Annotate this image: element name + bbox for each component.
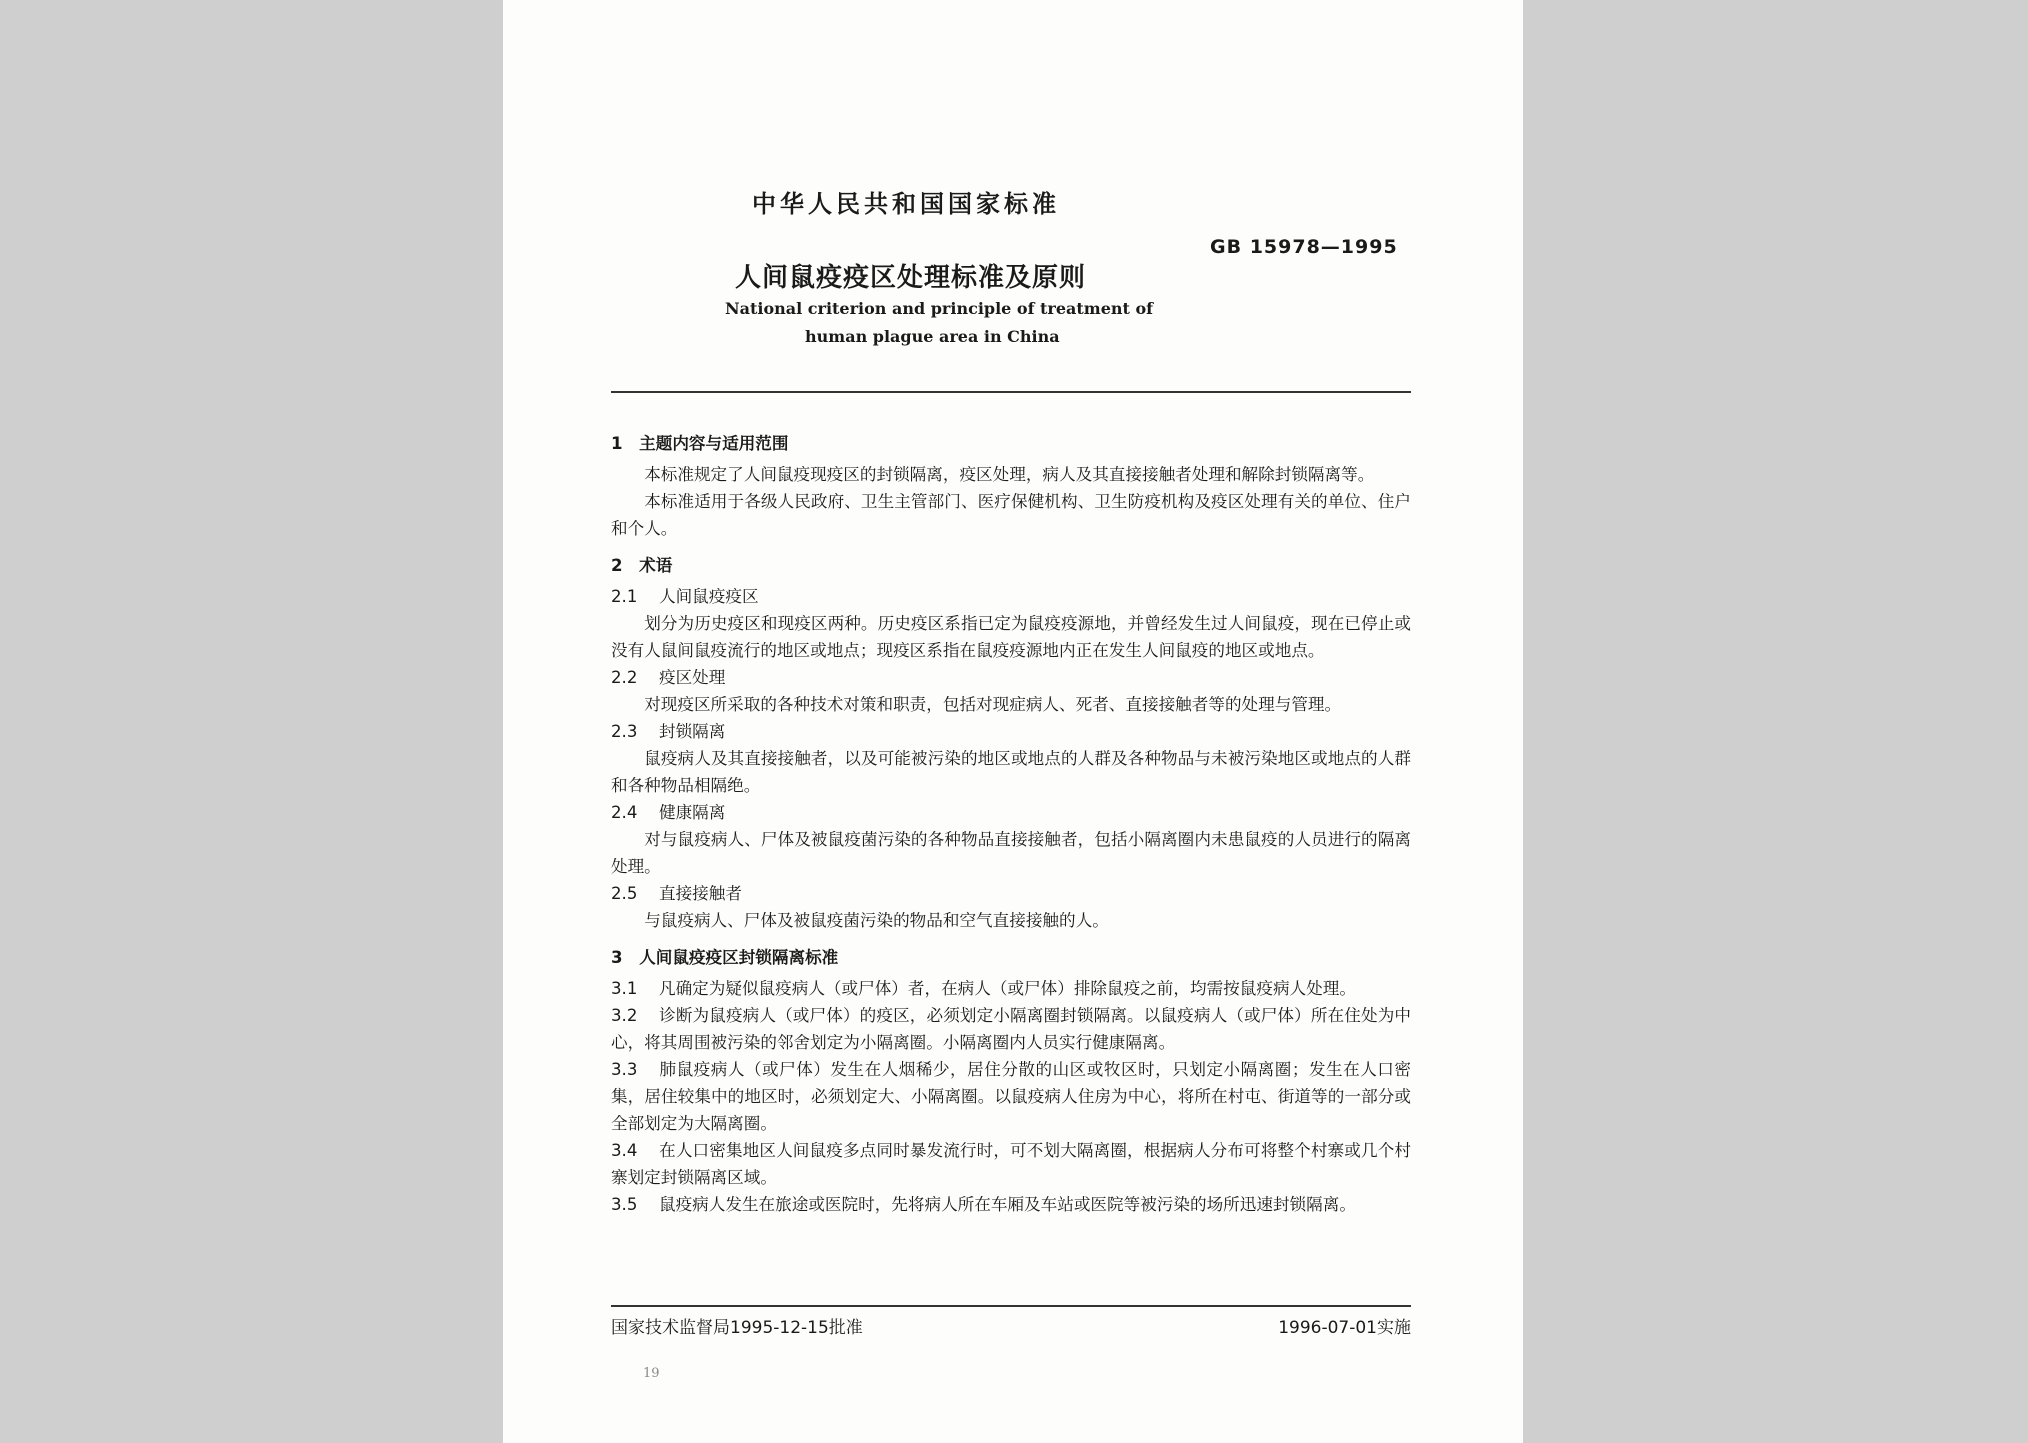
term-title: 健康隔离 <box>659 803 726 822</box>
clause-3-4 <box>611 1137 1411 1191</box>
term-number: 2.3 <box>611 722 638 741</box>
term-2-3 <box>611 718 1411 745</box>
term-2-2-definition: 对现疫区所采取的各种技术对策和职责，包括对现症病人、死者、直接接触者等的处理与管理。 <box>644 695 1342 714</box>
term-number: 2.2 <box>611 668 638 687</box>
clause-3-3 <box>611 1056 1411 1137</box>
clause-3-2 <box>611 1002 1411 1056</box>
clause-number: 3.3 <box>611 1060 638 1079</box>
term-2-5-definition: 与鼠疫病人、尸体及被鼠疫菌污染的物品和空气直接接触的人。 <box>644 911 1109 930</box>
term-title: 直接接触者 <box>659 884 742 903</box>
page-number: 19 <box>643 1366 660 1381</box>
clause-3-1 <box>611 975 1411 1002</box>
section-1-heading: 1 主题内容与适用范围 <box>611 434 789 453</box>
title-english-line1: National criterion and principle of treatment of <box>725 299 1154 318</box>
title-english-line2: human plague area in China <box>805 327 1060 346</box>
term-number: 2.1 <box>611 587 638 606</box>
clause-text: 鼠疫病人发生在旅途或医院时，先将病人所在车厢及车站或医院等被污染的场所迅速封锁隔离。 <box>659 1195 1356 1214</box>
clause-number: 3.2 <box>611 1006 638 1025</box>
term-2-3-definition: 鼠疫病人及其直接接触者，以及可能被污染的地区或地点的人群及各种物品与未被污染地区或地点的人群和各种物品相隔绝。 <box>611 749 1411 795</box>
clause-3-5 <box>611 1191 1411 1218</box>
clause-number: 3.5 <box>611 1195 638 1214</box>
section-1-paragraph-2: 本标准适用于各级人民政府、卫生主管部门、医疗保健机构、卫生防疫机构及疫区处理有关的单位、住户和个人。 <box>611 492 1411 538</box>
clause-text: 诊断为鼠疫病人（或尸体）的疫区，必须划定小隔离圈封锁隔离。以鼠疫病人（或尸体）所在住处为中心，将其周围被污染的邻舍划定为小隔离圈。小隔离圈内人员实行健康隔离。 <box>611 1006 1411 1052</box>
term-2-4-definition: 对与鼠疫病人、尸体及被鼠疫菌污染的各种物品直接接触者，包括小隔离圈内未患鼠疫的人员进行的隔离处理。 <box>611 830 1411 876</box>
term-2-2 <box>611 664 1411 691</box>
term-2-1-definition: 划分为历史疫区和现疫区两种。历史疫区系指已定为鼠疫疫源地，并曾经发生过人间鼠疫，现在已停止或没有人鼠间鼠疫流行的地区或地点；现疫区系指在鼠疫疫源地内正在发生人间鼠疫的地区或地点。 <box>611 614 1411 660</box>
effective-date: 1996-07-01实施 <box>1278 1318 1411 1338</box>
term-number: 2.5 <box>611 884 638 903</box>
term-2-4 <box>611 799 1411 826</box>
approval-date: 国家技术监督局1995-12-15批准 <box>611 1318 863 1338</box>
document-page <box>503 0 1523 1443</box>
clause-text: 凡确定为疑似鼠疫病人（或尸体）者，在病人（或尸体）排除鼠疫之前，均需按鼠疫病人处理。 <box>659 979 1356 998</box>
header-divider <box>611 391 1411 393</box>
clause-number: 3.4 <box>611 1141 638 1160</box>
term-2-5 <box>611 880 1411 907</box>
clause-text: 在人口密集地区人间鼠疫多点同时暴发流行时，可不划大隔离圈，根据病人分布可将整个村寨或几个村寨划定封锁隔离区域。 <box>611 1141 1411 1187</box>
document-body <box>611 430 1411 1218</box>
term-2-1 <box>611 583 1411 610</box>
term-number: 2.4 <box>611 803 638 822</box>
section-1-paragraph-1: 本标准规定了人间鼠疫现疫区的封锁隔离，疫区处理，病人及其直接接触者处理和解除封锁隔离等。 <box>644 465 1375 484</box>
title-chinese: 人间鼠疫疫区处理标准及原则 <box>735 263 1087 293</box>
term-title: 人间鼠疫疫区 <box>659 587 759 606</box>
section-2-heading: 2 术语 <box>611 556 673 575</box>
section-3-heading: 3 人间鼠疫疫区封锁隔离标准 <box>611 948 839 967</box>
clause-text: 肺鼠疫病人（或尸体）发生在人烟稀少，居住分散的山区或牧区时，只划定小隔离圈；发生在人口密集，居住较集中的地区时，必须划定大、小隔离圈。以鼠疫病人住房为中心，将所在村屯、街道等的一部分或全部划定为大隔离圈。 <box>611 1060 1411 1133</box>
country-standard-heading: 中华人民共和国国家标准 <box>752 190 1060 218</box>
term-title: 封锁隔离 <box>659 722 726 741</box>
clause-number: 3.1 <box>611 979 638 998</box>
standard-code: GB 15978—1995 <box>1210 236 1398 258</box>
footer-divider <box>611 1305 1411 1307</box>
term-title: 疫区处理 <box>659 668 726 687</box>
